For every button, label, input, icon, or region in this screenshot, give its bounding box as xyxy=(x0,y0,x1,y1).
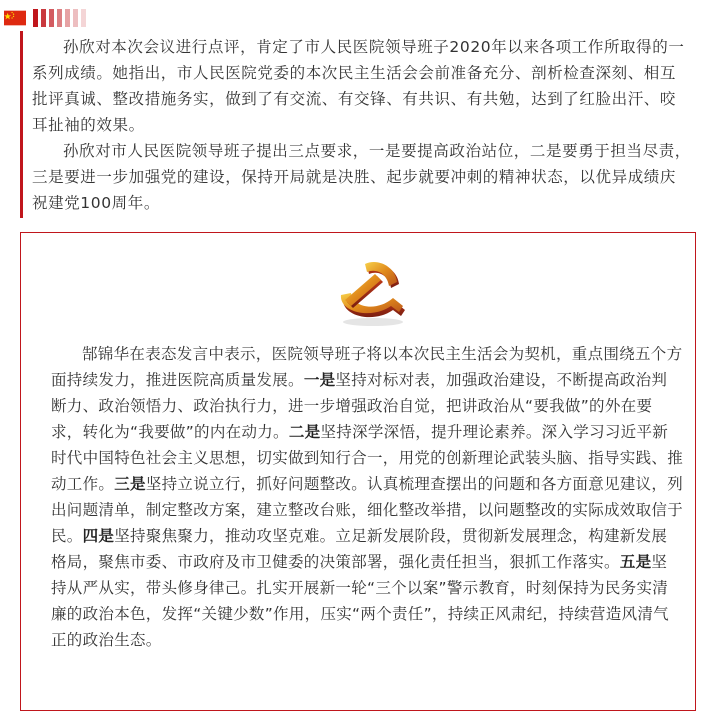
point-label: 五是 xyxy=(619,553,652,571)
paragraph: 孙欣对市人民医院领导班子提出三点要求，一是要提高政治站位，二是要勇于担当尽责，三是要进一步加强党的建设，保持开局就是决胜、起步就要冲刺的精神状态，以优异成绩庆祝建党100周年。 xyxy=(32,142,691,212)
point-label: 三是 xyxy=(114,475,146,493)
point-label: 一是 xyxy=(303,371,336,389)
box-article-text xyxy=(51,341,683,653)
paragraph xyxy=(51,341,683,653)
top-article-text xyxy=(32,34,692,216)
party-emblem-icon xyxy=(323,258,417,328)
intro-text: 郜锦华在表态发言中表示，医院领导班子将以本次民主生活会为契机，重点围绕五个方面持续发力，推进医院高质量发展。 xyxy=(51,345,683,389)
point-label: 四是 xyxy=(82,527,115,545)
point-text: 坚持深学深悟，提升理论素养。深入学习习近平新时代中国特色社会主义思想，切实做到知行合一，用党的创新理论武装头脑、指导实践、推动工作。 xyxy=(51,423,684,493)
point-text: 坚持从严从实，带头修身律己。扎实开展新一轮“三个以案”警示教育，时刻保持为民务实清廉的政治本色，发挥“关键少数”作用，压实“两个责任”，持续正风肃纪，持续营造风清气正的政治生态。 xyxy=(51,553,669,649)
paragraph: 孙欣对本次会议进行点评，肯定了市人民医院领导班子2020年以来各项工作所取得的一系列成绩。她指出，市人民医院党委的本次民主生活会会前准备充分、剖析检查深刻、相互批评真诚、整改措施务实，做到了有交流、有交锋、有共识、有共勉，达到了红脸出汗、咬耳扯袖的效果。 xyxy=(32,38,685,134)
point-text: 坚持立说立行，抓好问题整改。认真梳理查摆出的问题和各方面意见建议，列出问题清单，制定整改方案，建立整改台账，细化整改举措，以问题整改的实际成效取信于民。 xyxy=(51,475,684,545)
left-accent-bar xyxy=(20,31,23,218)
bordered-content-box xyxy=(20,232,696,711)
top-section xyxy=(0,0,720,222)
point-label: 二是 xyxy=(288,423,321,441)
point-text: 坚持聚焦聚力，推动攻坚克难。立足新发展阶段，贯彻新发展理念，构建新发展格局，聚焦市委、市政府及市卫健委的决策部署，强化责任担当，狠抓工作落实。 xyxy=(51,527,668,571)
point-text: 坚持对标对表，加强政治建设，不断提高政治判断力、政治领悟力、政治执行力，进一步增强政治自觉，把讲政治从“要我做”的外在要求，转化为“我要做”的内在动力。 xyxy=(51,371,668,441)
red-stripes-decoration xyxy=(33,9,86,27)
china-flag-icon xyxy=(4,9,26,27)
